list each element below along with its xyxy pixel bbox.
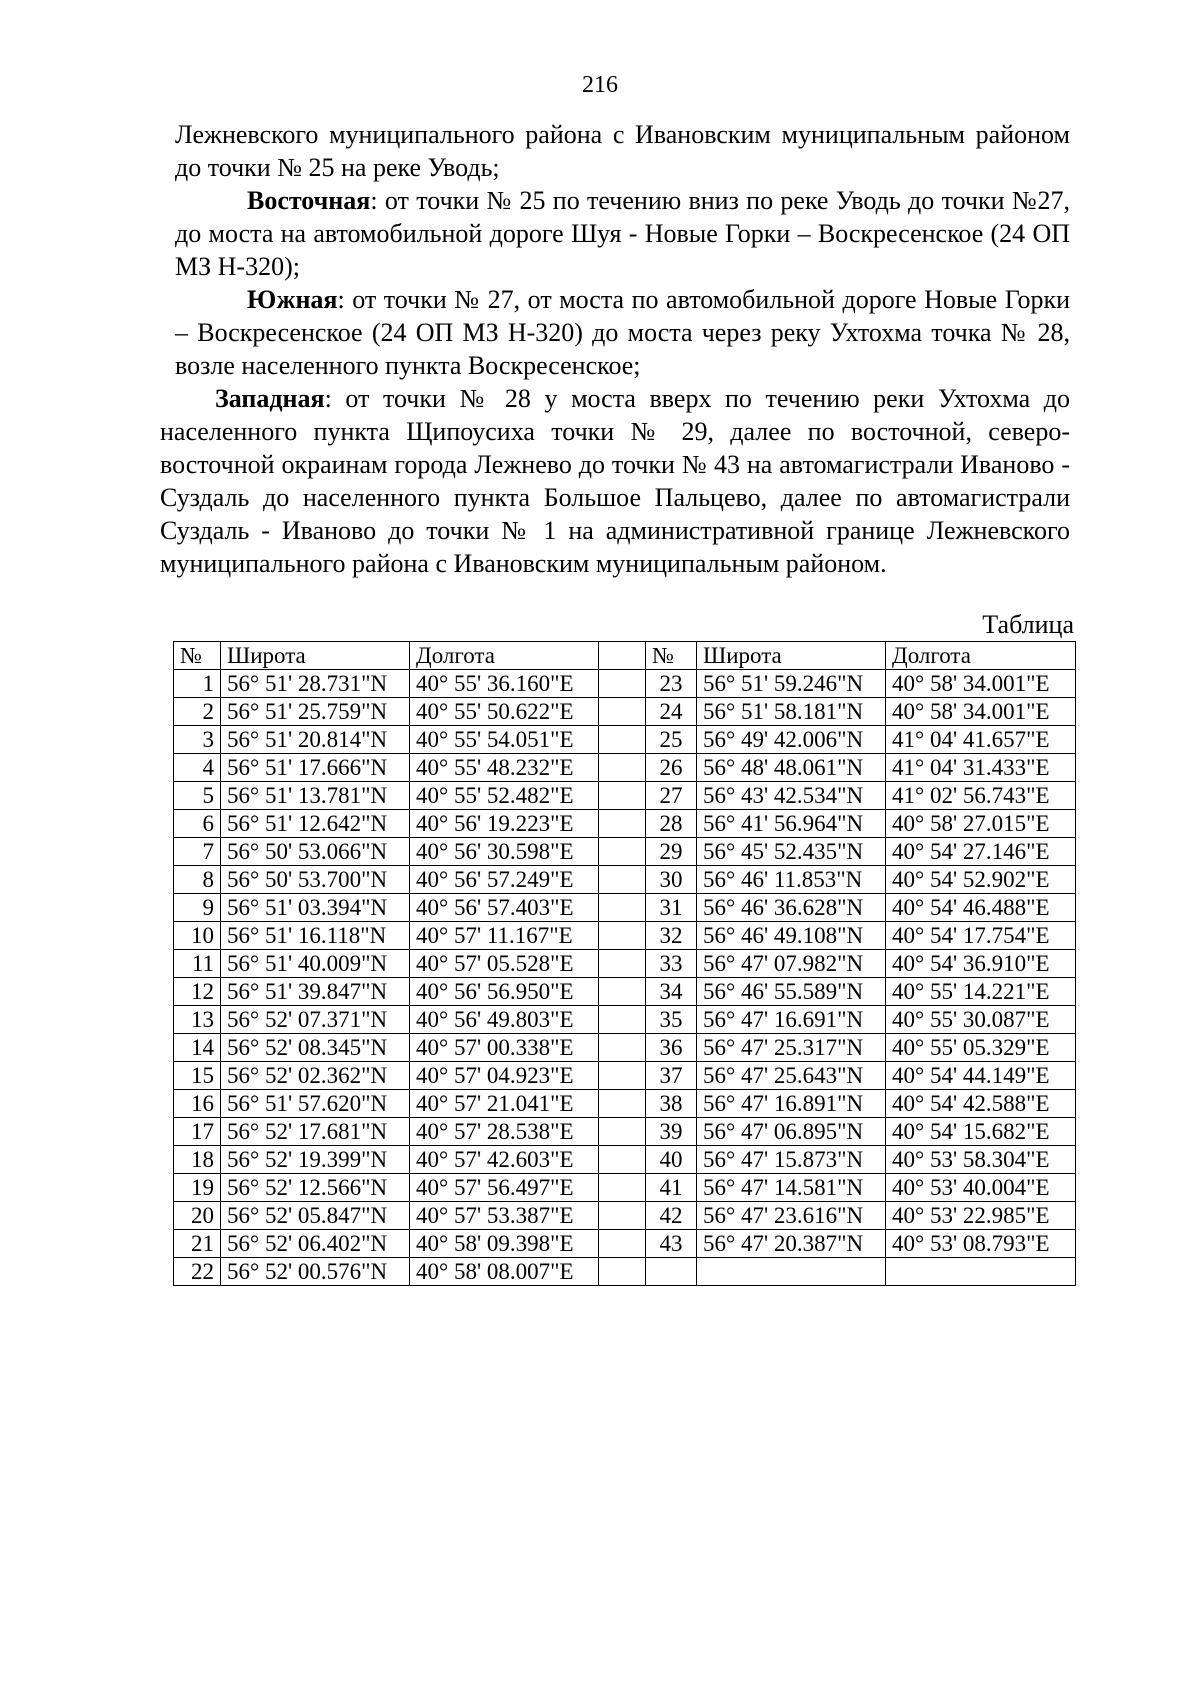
cell-latitude: 56° 52' 05.847"N bbox=[221, 1202, 410, 1230]
cell-number: 27 bbox=[646, 782, 697, 810]
cell-number: 17 bbox=[174, 1118, 221, 1146]
table-row bbox=[174, 1006, 1076, 1034]
cell-number: 35 bbox=[646, 1006, 697, 1034]
cell-number: 41 bbox=[646, 1174, 697, 1202]
table-row bbox=[174, 1118, 1076, 1146]
cell-number: 13 bbox=[174, 1006, 221, 1034]
cell-spacer bbox=[599, 1090, 646, 1118]
table-row bbox=[174, 698, 1076, 726]
cell-latitude: 56° 51' 28.731"N bbox=[221, 670, 410, 698]
cell-spacer bbox=[599, 950, 646, 978]
cell-number: 43 bbox=[646, 1230, 697, 1258]
cell-number: 5 bbox=[174, 782, 221, 810]
cell-longitude: 40° 56' 19.223"E bbox=[410, 810, 599, 838]
cell-latitude: 56° 51' 25.759"N bbox=[221, 698, 410, 726]
cell-spacer bbox=[599, 1146, 646, 1174]
cell-longitude: 40° 57' 42.603"E bbox=[410, 1146, 599, 1174]
cell-longitude: 40° 58' 09.398"E bbox=[410, 1230, 599, 1258]
cell-latitude: 56° 51' 17.666"N bbox=[221, 754, 410, 782]
table-row bbox=[174, 978, 1076, 1006]
table-row bbox=[174, 782, 1076, 810]
cell-latitude: 56° 47' 16.891"N bbox=[697, 1090, 886, 1118]
cell-longitude: 40° 56' 57.249"E bbox=[410, 866, 599, 894]
cell-number: 23 bbox=[646, 670, 697, 698]
cell-number: 29 bbox=[646, 838, 697, 866]
cell-longitude: 40° 57' 53.387"E bbox=[410, 1202, 599, 1230]
cell-number: 15 bbox=[174, 1062, 221, 1090]
paragraph-continuation: Лежневского муниципального района с Ивановским муниципальным районом до точки № 25 на реке Уводь; bbox=[175, 120, 1070, 182]
cell-latitude: 56° 46' 49.108"N bbox=[697, 922, 886, 950]
cell-latitude: 56° 48' 48.061"N bbox=[697, 754, 886, 782]
header-latitude-right: Широта bbox=[697, 642, 886, 670]
cell-number: 16 bbox=[174, 1090, 221, 1118]
cell-latitude: 56° 47' 20.387"N bbox=[697, 1230, 886, 1258]
cell-latitude: 56° 47' 25.643"N bbox=[697, 1062, 886, 1090]
cell-number: 10 bbox=[174, 922, 221, 950]
cell-longitude: 40° 56' 49.803"E bbox=[410, 1006, 599, 1034]
cell-longitude: 41° 02' 56.743"E bbox=[886, 782, 1076, 810]
cell-number: 34 bbox=[646, 978, 697, 1006]
cell-latitude: 56° 52' 12.566"N bbox=[221, 1174, 410, 1202]
cell-spacer bbox=[599, 726, 646, 754]
header-spacer-left bbox=[599, 642, 646, 670]
cell-spacer bbox=[599, 866, 646, 894]
cell-longitude: 40° 57' 00.338"E bbox=[410, 1034, 599, 1062]
cell-longitude: 40° 53' 40.004"E bbox=[886, 1174, 1076, 1202]
cell-spacer bbox=[599, 1006, 646, 1034]
cell-longitude: 40° 56' 57.403"E bbox=[410, 894, 599, 922]
cell-longitude: 40° 55' 48.232"E bbox=[410, 754, 599, 782]
cell-latitude: 56° 51' 20.814"N bbox=[221, 726, 410, 754]
paragraph-west bbox=[160, 382, 1070, 580]
cell-longitude: 40° 58' 34.001"E bbox=[886, 670, 1076, 698]
cell-spacer bbox=[599, 1230, 646, 1258]
paragraph-east-text: : от точки № 25 по течению вниз по реке Уводь до точки №27, до моста на автомобильной дороге Шуя - Новые Горки – Воскресенское (24 ОП МЗ Н-320); bbox=[175, 186, 1070, 281]
cell-spacer bbox=[599, 1202, 646, 1230]
cell-spacer bbox=[599, 1062, 646, 1090]
cell-longitude: 40° 58' 34.001"E bbox=[886, 698, 1076, 726]
table-row bbox=[174, 950, 1076, 978]
cell-number: 28 bbox=[646, 810, 697, 838]
table-caption: Таблица bbox=[982, 610, 1074, 639]
cell-latitude: 56° 50' 53.700"N bbox=[221, 866, 410, 894]
table-row bbox=[174, 1034, 1076, 1062]
table-row bbox=[174, 726, 1076, 754]
cell-longitude: 40° 56' 30.598"E bbox=[410, 838, 599, 866]
cell-longitude: 40° 54' 15.682"E bbox=[886, 1118, 1076, 1146]
cell-longitude: 40° 56' 56.950"E bbox=[410, 978, 599, 1006]
cell-latitude: 56° 47' 16.691"N bbox=[697, 1006, 886, 1034]
header-number-right: № bbox=[646, 642, 697, 670]
cell-longitude: 40° 57' 11.167"E bbox=[410, 922, 599, 950]
coordinates-table bbox=[173, 641, 1076, 1286]
cell-longitude: 40° 55' 50.622"E bbox=[410, 698, 599, 726]
cell-longitude: 40° 53' 58.304"E bbox=[886, 1146, 1076, 1174]
cell-number: 22 bbox=[174, 1258, 221, 1286]
paragraph-south-text: : от точки № 27, от моста по автомобильной дороге Новые Горки – Воскресенское (24 ОП МЗ Н-320) до моста через реку Ухтохма точка № 28, возле населенного пункта Воскресенское; bbox=[175, 285, 1070, 380]
cell-longitude: 40° 54' 46.488"E bbox=[886, 894, 1076, 922]
table-row bbox=[174, 1090, 1076, 1118]
cell-latitude: 56° 47' 07.982"N bbox=[697, 950, 886, 978]
cell-longitude: 40° 57' 05.528"E bbox=[410, 950, 599, 978]
cell-latitude: 56° 47' 25.317"N bbox=[697, 1034, 886, 1062]
cell-number: 38 bbox=[646, 1090, 697, 1118]
cell-longitude: 40° 53' 22.985"E bbox=[886, 1202, 1076, 1230]
cell-latitude: 56° 51' 57.620"N bbox=[221, 1090, 410, 1118]
table-row bbox=[174, 754, 1076, 782]
cell-spacer bbox=[599, 754, 646, 782]
cell-number: 26 bbox=[646, 754, 697, 782]
header-longitude-right: Долгота bbox=[886, 642, 1076, 670]
cell-spacer bbox=[599, 838, 646, 866]
paragraph-east-heading: Восточная bbox=[247, 186, 371, 215]
cell-number: 40 bbox=[646, 1146, 697, 1174]
cell-latitude: 56° 46' 55.589"N bbox=[697, 978, 886, 1006]
cell-spacer bbox=[599, 670, 646, 698]
table-row bbox=[174, 1174, 1076, 1202]
table-row bbox=[174, 1146, 1076, 1174]
table-row bbox=[174, 922, 1076, 950]
cell-longitude: 40° 57' 04.923"E bbox=[410, 1062, 599, 1090]
cell-latitude: 56° 49' 42.006"N bbox=[697, 726, 886, 754]
header-number-left: № bbox=[174, 642, 221, 670]
cell-longitude: 40° 54' 42.588"E bbox=[886, 1090, 1076, 1118]
cell-latitude: 56° 52' 00.576"N bbox=[221, 1258, 410, 1286]
cell-latitude: 56° 51' 16.118"N bbox=[221, 922, 410, 950]
cell-number: 42 bbox=[646, 1202, 697, 1230]
table-row bbox=[174, 866, 1076, 894]
cell-spacer bbox=[599, 1034, 646, 1062]
cell-longitude: 41° 04' 31.433"E bbox=[886, 754, 1076, 782]
table-row bbox=[174, 670, 1076, 698]
cell-number: 1 bbox=[174, 670, 221, 698]
cell-latitude: 56° 51' 40.009"N bbox=[221, 950, 410, 978]
cell-latitude: 56° 43' 42.534"N bbox=[697, 782, 886, 810]
cell-number: 21 bbox=[174, 1230, 221, 1258]
cell-longitude: 40° 57' 28.538"E bbox=[410, 1118, 599, 1146]
table-row bbox=[174, 1062, 1076, 1090]
cell-latitude: 56° 47' 06.895"N bbox=[697, 1118, 886, 1146]
cell-longitude: 40° 57' 21.041"E bbox=[410, 1090, 599, 1118]
cell-spacer bbox=[599, 922, 646, 950]
table-row bbox=[174, 1258, 1076, 1286]
cell-number: 12 bbox=[174, 978, 221, 1006]
cell-latitude: 56° 51' 12.642"N bbox=[221, 810, 410, 838]
cell-latitude: 56° 52' 07.371"N bbox=[221, 1006, 410, 1034]
cell-spacer bbox=[599, 698, 646, 726]
cell-latitude: 56° 46' 36.628"N bbox=[697, 894, 886, 922]
cell-latitude: 56° 50' 53.066"N bbox=[221, 838, 410, 866]
cell-latitude: 56° 52' 19.399"N bbox=[221, 1146, 410, 1174]
paragraph-south-heading: Южная bbox=[247, 285, 338, 314]
cell-number: 25 bbox=[646, 726, 697, 754]
cell-longitude: 40° 55' 14.221"E bbox=[886, 978, 1076, 1006]
cell-latitude: 56° 51' 59.246"N bbox=[697, 670, 886, 698]
cell-number: 7 bbox=[174, 838, 221, 866]
cell-latitude: 56° 51' 13.781"N bbox=[221, 782, 410, 810]
cell-longitude: 40° 57' 56.497"E bbox=[410, 1174, 599, 1202]
table-row bbox=[174, 894, 1076, 922]
cell-number: 6 bbox=[174, 810, 221, 838]
cell-longitude: 40° 55' 54.051"E bbox=[410, 726, 599, 754]
cell-number: 36 bbox=[646, 1034, 697, 1062]
cell-number: 39 bbox=[646, 1118, 697, 1146]
cell-spacer bbox=[599, 1118, 646, 1146]
cell-number: 14 bbox=[174, 1034, 221, 1062]
paragraph-east bbox=[175, 184, 1070, 283]
cell-number: 4 bbox=[174, 754, 221, 782]
cell-spacer bbox=[599, 978, 646, 1006]
cell-latitude: 56° 47' 15.873"N bbox=[697, 1146, 886, 1174]
cell-longitude: 40° 54' 36.910"E bbox=[886, 950, 1076, 978]
paragraph-south bbox=[175, 283, 1070, 382]
cell-longitude: 41° 04' 41.657"E bbox=[886, 726, 1076, 754]
cell-number: 30 bbox=[646, 866, 697, 894]
cell-longitude: 40° 54' 17.754"E bbox=[886, 922, 1076, 950]
cell-number: 20 bbox=[174, 1202, 221, 1230]
table-row bbox=[174, 838, 1076, 866]
cell-number: 19 bbox=[174, 1174, 221, 1202]
cell-latitude: 56° 47' 23.616"N bbox=[697, 1202, 886, 1230]
cell-longitude: 40° 55' 36.160"E bbox=[410, 670, 599, 698]
cell-number: 18 bbox=[174, 1146, 221, 1174]
table-header-row bbox=[174, 642, 1076, 670]
paragraph-west-heading: Западная bbox=[215, 384, 325, 413]
cell-longitude: 40° 58' 27.015"E bbox=[886, 810, 1076, 838]
cell-spacer bbox=[599, 810, 646, 838]
cell-latitude: 56° 52' 08.345"N bbox=[221, 1034, 410, 1062]
table-row bbox=[174, 810, 1076, 838]
cell-latitude bbox=[697, 1258, 886, 1286]
cell-longitude: 40° 54' 27.146"E bbox=[886, 838, 1076, 866]
cell-number: 11 bbox=[174, 950, 221, 978]
cell-latitude: 56° 51' 03.394"N bbox=[221, 894, 410, 922]
cell-number bbox=[646, 1258, 697, 1286]
table-row bbox=[174, 1202, 1076, 1230]
paragraph-west-text: : от точки № 28 у моста вверх по течению реки Ухтохма до населенного пункта Щипоусиха точки № 29, далее по восточной, северо-восточной окраинам города Лежнево до точки № 43 на автомагистрали Иваново - Суздаль до населенного пункта Большое Пальцево, далее по автомагистрали Суздаль - Иваново до точки № 1 на административной границе Лежневского муниципального района с Ивановским муниципальным районом. bbox=[160, 384, 1070, 578]
cell-number: 3 bbox=[174, 726, 221, 754]
page-number: 216 bbox=[582, 72, 618, 98]
header-latitude-left: Широта bbox=[221, 642, 410, 670]
cell-number: 9 bbox=[174, 894, 221, 922]
cell-number: 24 bbox=[646, 698, 697, 726]
cell-latitude: 56° 52' 06.402"N bbox=[221, 1230, 410, 1258]
cell-spacer bbox=[599, 1258, 646, 1286]
cell-latitude: 56° 45' 52.435"N bbox=[697, 838, 886, 866]
cell-longitude: 40° 53' 08.793"E bbox=[886, 1230, 1076, 1258]
body-text bbox=[160, 118, 1070, 580]
cell-latitude: 56° 52' 02.362"N bbox=[221, 1062, 410, 1090]
cell-number: 31 bbox=[646, 894, 697, 922]
cell-longitude: 40° 55' 52.482"E bbox=[410, 782, 599, 810]
cell-latitude: 56° 46' 11.853"N bbox=[697, 866, 886, 894]
cell-longitude: 40° 54' 52.902"E bbox=[886, 866, 1076, 894]
cell-number: 32 bbox=[646, 922, 697, 950]
header-longitude-left: Долгота bbox=[410, 642, 599, 670]
cell-latitude: 56° 41' 56.964"N bbox=[697, 810, 886, 838]
table-row bbox=[174, 1230, 1076, 1258]
cell-number: 2 bbox=[174, 698, 221, 726]
cell-longitude: 40° 55' 05.329"E bbox=[886, 1034, 1076, 1062]
cell-spacer bbox=[599, 1174, 646, 1202]
cell-spacer bbox=[599, 894, 646, 922]
cell-spacer bbox=[599, 782, 646, 810]
cell-latitude: 56° 47' 14.581"N bbox=[697, 1174, 886, 1202]
cell-latitude: 56° 51' 58.181"N bbox=[697, 698, 886, 726]
cell-number: 37 bbox=[646, 1062, 697, 1090]
cell-number: 33 bbox=[646, 950, 697, 978]
cell-longitude: 40° 58' 08.007"E bbox=[410, 1258, 599, 1286]
cell-latitude: 56° 51' 39.847"N bbox=[221, 978, 410, 1006]
cell-latitude: 56° 52' 17.681"N bbox=[221, 1118, 410, 1146]
cell-number: 8 bbox=[174, 866, 221, 894]
cell-longitude bbox=[886, 1258, 1076, 1286]
cell-longitude: 40° 54' 44.149"E bbox=[886, 1062, 1076, 1090]
cell-longitude: 40° 55' 30.087"E bbox=[886, 1006, 1076, 1034]
